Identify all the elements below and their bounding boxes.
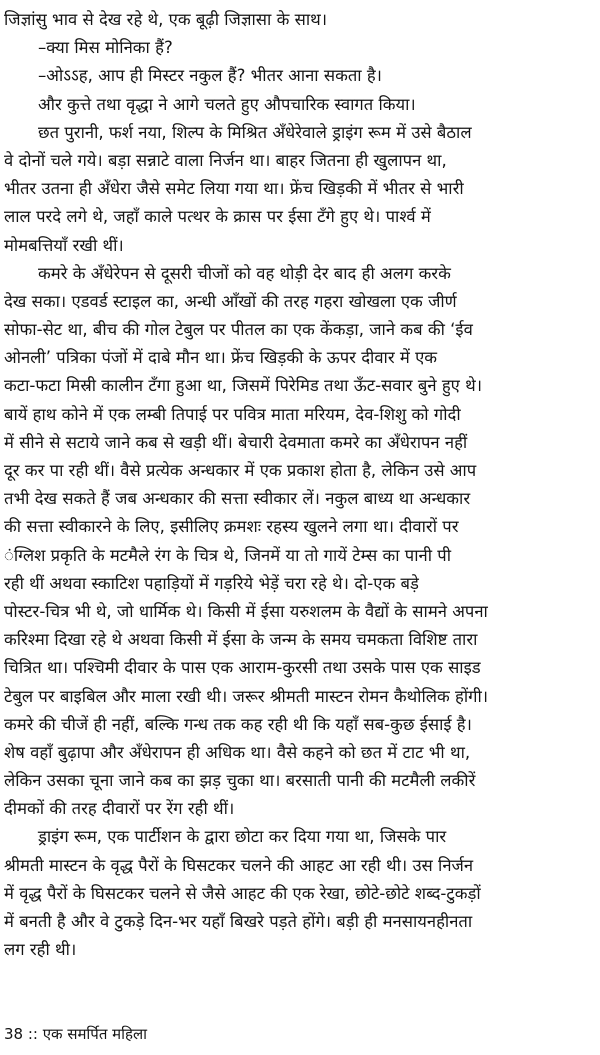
text-line: ड्राइंग रूम, एक पार्टीशन के द्वारा छोटा कर दिया गया था, जिसके पार <box>38 827 447 847</box>
text-line: कटा-फटा मिस्री कालीन टँगा हुआ था, जिसमें पिरेमिड तथा ऊँट-सवार बुने हुए थे। <box>4 376 482 396</box>
text-line: बायें हाथ कोने में एक लम्बी तिपाई पर पवित्र माता मरियम, देव-शिशु को गोदी <box>4 404 461 424</box>
text-line: में बनती है और वे टुकड़े दिन-भर यहाँ बिखरे पड़ते होंगे। बड़ी ही मनसायनहीनता <box>4 912 473 931</box>
text-line: लेकिन उसका चूना जाने कब का झड़ चुका था। बरसाती पानी की मटमैली लकीरें <box>4 771 476 791</box>
text-line: मोमबत्तियाँ रखी थीं। <box>4 235 124 255</box>
text-line: कमरे की चीजें ही नहीं, बल्कि गन्ध तक कह रही थी कि यहाँ सब-कुछ ईसाई है। <box>4 714 472 734</box>
page-footer: 38 :: एक समर्पित महिला <box>4 1025 148 1043</box>
text-line: शेष वहाँ बुढ़ापा और अँधेरापन ही अधिक था। वैसे कहने को छत में टाट भी था, <box>4 742 471 762</box>
text-line: ओनली’ पत्रिका पंजों में दाबे मौन था। फ्रेंच खिड़की के ऊपर दीवार में एक <box>4 348 438 368</box>
text-line: तभी देख सकते हैं जब अन्धकार की सत्ता स्वीकार लें। नकुल बाध्य था अन्धकार <box>4 489 471 509</box>
text-line: दूर कर पा रही थीं। वैसे प्रत्येक अन्धकार में एक प्रकाश होता है, लेकिन उसे आप <box>4 461 477 480</box>
text-line: कमरे के अँधेरेपन से दूसरी चीजों को वह थोड़ी देर बाद ही अलग करके <box>38 263 451 283</box>
text-line: टेबुल पर बाइबिल और माला रखी थी। जरूर श्रीमती मास्टन रोमन कैथोलिक होंगी। <box>4 686 489 706</box>
text-line: में सीने से सटाये जाने कब से खड़ी थीं। बेचारी देवमाता कमरे का अँधेरापन नहीं <box>4 432 468 452</box>
text-line: और कुत्ते तथा वृद्धा ने आगे चलते हुए औपचारिक स्वागत किया। <box>38 94 416 114</box>
text-line: की सत्ता स्वीकारने के लिए, इसीलिए क्रमशः रहस्य खुलने लगा था। दीवारों पर <box>4 517 459 537</box>
body-text <box>4 6 596 964</box>
text-line: भीतर उतना ही अँधेरा जैसे समेट लिया गया था। फ्रेंच खिड़की में भीतर से भारी <box>4 179 464 199</box>
text-line: ंग्लिश प्रकृति के मटमैले रंग के चित्र थे, जिनमें या तो गायें टेम्स का पानी पी <box>4 545 452 565</box>
text-line: –ओऽऽह, आप ही मिस्टर नकुल हैं? भीतर आना सकता है। <box>38 66 382 86</box>
text-line: –क्या मिस मोनिका हैं? <box>38 38 173 58</box>
text-line: पोस्टर-चित्र भी थे, जो धार्मिक थे। किसी में ईसा यरुशलम के वैद्यों के सामने अपना <box>4 601 488 621</box>
text-line: लग रही थी। <box>4 940 77 960</box>
text-line: जिज्ञांसु भाव से देख रहे थे, एक बूढ़ी जिज्ञासा के साथ। <box>4 10 328 29</box>
text-line: रही थीं अथवा स्काटिश पहाड़ियों में गड़रिये भेड़ें चरा रहे थे। दो-एक बड़े <box>4 573 419 593</box>
text-line: दीमकों की तरह दीवारों पर रेंग रही थीं। <box>4 799 235 819</box>
text-line: करिश्मा दिखा रहे थे अथवा किसी में ईसा के जन्म के समय चमकता विशिष्ट तारा <box>4 630 478 650</box>
text-line: चित्रित था। पश्चिमी दीवार के पास एक आराम-कुरसी तथा उसके पास एक साइड <box>4 658 481 678</box>
text-line: में वृद्ध पैरों के घिसटकर चलने से जैसे आहट की एक रेखा, छोटे-छोटे शब्द-टुकड़ों <box>4 883 481 903</box>
text-line: श्रीमती मास्टन के वृद्ध पैरों के घिसटकर चलने की आहट आ रही थी। उस निर्जन <box>4 855 474 875</box>
text-line: छत पुरानी, फर्श नया, शिल्प के मिश्रित अँधेरेवाले ड्राइंग रूम में उसे बैठाल <box>38 122 472 142</box>
text-line: लाल परदे लगे थे, जहाँ काले पत्थर के क्रास पर ईसा टँगे हुए थे। पार्श्व में <box>4 207 431 227</box>
text-line: वे दोनों चले गये। बड़ा सन्नाटे वाला निर्जन था। बाहर जितना ही खुलापन था, <box>4 150 447 170</box>
text-line: सोफा-सेट था, बीच की गोल टेबुल पर पीतल का एक केंकड़ा, जाने कब की ‘ईव <box>4 320 473 340</box>
text-line: देख सका। एडवर्ड स्टाइल का, अन्धी आँखों की तरह गहरा खोखला एक जीर्ण <box>4 291 457 311</box>
